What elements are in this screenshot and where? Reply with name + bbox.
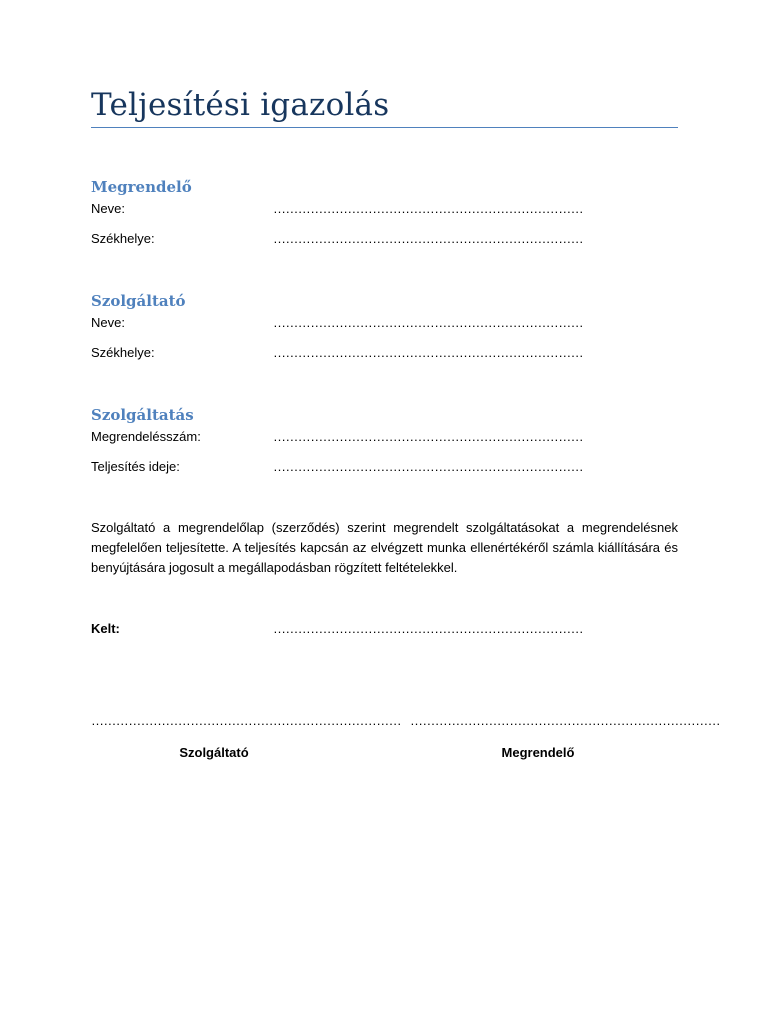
section-heading-szolgaltatas: Szolgáltatás — [91, 406, 194, 424]
szolgaltato-name-field: ………………………………………………………………… — [273, 315, 584, 330]
section-heading-megrendelo: Megrendelő — [91, 178, 192, 196]
signature-line-megrendelo: ………………………………………………………………… — [410, 713, 721, 728]
megrendelo-address-label: Székhelye: — [91, 231, 155, 246]
section-heading-szolgaltato: Szolgáltató — [91, 292, 186, 310]
szolgaltato-address-label: Székhelye: — [91, 345, 155, 360]
document-title: Teljesítési igazolás — [91, 87, 390, 123]
statement-paragraph: Szolgáltató a megrendelőlap (szerződés) szerint megrendelt szolgáltatásokat a megrendelésnek megfelelően teljesítette. A teljesítés kapcsán az elvégzett munka ellenértékéről számla kiállítására és benyújtására jogosult a megállapodásban rögzített feltételekkel. — [91, 520, 678, 575]
szolgaltato-address-field: ………………………………………………………………… — [273, 345, 584, 360]
completion-date-field: ………………………………………………………………… — [273, 459, 584, 474]
szolgaltato-name-label: Neve: — [91, 315, 125, 330]
order-number-label: Megrendelésszám: — [91, 429, 201, 444]
megrendelo-name-label: Neve: — [91, 201, 125, 216]
title-underline — [91, 127, 678, 128]
date-label: Kelt: — [91, 621, 120, 636]
megrendelo-address-field: ………………………………………………………………… — [273, 231, 584, 246]
completion-date-label: Teljesítés ideje: — [91, 459, 180, 474]
signature-label-megrendelo: Megrendelő — [501, 745, 575, 760]
signature-line-szolgaltato: ………………………………………………………………… — [91, 713, 402, 728]
megrendelo-name-field: ………………………………………………………………… — [273, 201, 584, 216]
order-number-field: ………………………………………………………………… — [273, 429, 584, 444]
signature-label-szolgaltato: Szolgáltató — [179, 745, 249, 760]
date-field: ………………………………………………………………… — [273, 621, 584, 636]
